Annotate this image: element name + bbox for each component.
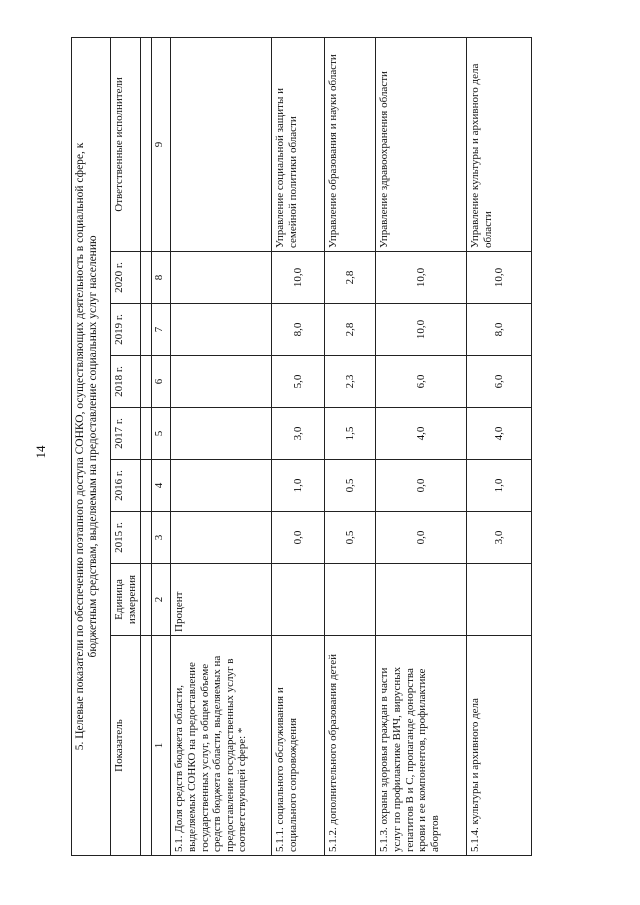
value-cell: 2,3 <box>325 356 376 408</box>
value-cell: 10,0 <box>467 252 532 304</box>
column-number: 9 <box>152 37 171 251</box>
value-cell <box>171 512 272 564</box>
header-row <box>111 37 141 855</box>
value-cell: 0,0 <box>376 512 467 564</box>
value-cell: 6,0 <box>376 356 467 408</box>
column-number: 1 <box>152 636 171 856</box>
executor-cell <box>171 37 272 251</box>
table-row <box>272 37 325 855</box>
section-title <box>72 37 111 855</box>
value-cell: 0,0 <box>272 512 325 564</box>
executor-cell: Управление образования и науки области <box>325 37 376 251</box>
executor-cell: Управление здравоохранения области <box>376 37 467 251</box>
value-cell: 5,0 <box>272 356 325 408</box>
value-cell: 1,0 <box>272 460 325 512</box>
header-year-2020: 2020 г. <box>111 252 141 304</box>
value-cell: 8,0 <box>467 304 532 356</box>
page-number: 14 <box>33 445 48 459</box>
unit-cell <box>376 564 467 636</box>
unit-cell <box>272 564 325 636</box>
column-number: 7 <box>152 304 171 356</box>
unit-cell <box>467 564 532 636</box>
spacer-row <box>141 37 152 855</box>
header-year-2017: 2017 г. <box>111 408 141 460</box>
column-number-row <box>152 37 171 855</box>
section-title-row <box>72 37 111 855</box>
table-row <box>376 37 467 855</box>
unit-cell: Процент <box>171 564 272 636</box>
header-unit: Единица измерения <box>111 564 141 636</box>
executor-cell: Управление социальной защиты и семейной политики области <box>272 37 325 251</box>
value-cell <box>171 408 272 460</box>
value-cell: 0,5 <box>325 460 376 512</box>
value-cell <box>171 252 272 304</box>
value-cell: 10,0 <box>376 252 467 304</box>
rotated-table-container <box>71 38 579 856</box>
column-number: 8 <box>152 252 171 304</box>
header-indicator: Показатель <box>111 636 141 856</box>
value-cell: 10,0 <box>376 304 467 356</box>
indicator-cell: 5.1. Доля средств бюджета области, выделяемых СОНКО на предоставление государственных услуг, в общем объеме средств бюджета области, выделяемых на предоставление государственных услуг в соответствующей сфере: * <box>171 636 272 856</box>
value-cell: 8,0 <box>272 304 325 356</box>
section-title-line1: 5. Целевые показатели по обеспечению поэтапного доступа СОНКО, осуществляющих деятельность в социальной сфере, к <box>74 142 86 751</box>
column-number: 5 <box>152 408 171 460</box>
indicator-cell: 5.1.3. охраны здоровья граждан в части услуг по профилактике ВИЧ, вирусных гепатитов В и С, пропаганде донорства крови и ее компонентов, профилактике абортов <box>376 636 467 856</box>
value-cell: 3,0 <box>272 408 325 460</box>
value-cell: 4,0 <box>467 408 532 460</box>
value-cell: 4,0 <box>376 408 467 460</box>
indicator-cell: 5.1.1. социального обслуживания и социального сопровождения <box>272 636 325 856</box>
value-cell: 6,0 <box>467 356 532 408</box>
value-cell: 0,5 <box>325 512 376 564</box>
targets-table <box>71 37 532 856</box>
section-title-line2: бюджетным средствам, выделяемым на предоставление социальных услуг населению <box>87 235 100 658</box>
executor-cell: Управление культуры и архивного дела области <box>467 37 532 251</box>
header-year-2015: 2015 г. <box>111 512 141 564</box>
value-cell: 2,8 <box>325 252 376 304</box>
table-row <box>325 37 376 855</box>
column-number: 3 <box>152 512 171 564</box>
value-cell: 1,5 <box>325 408 376 460</box>
value-cell: 0,0 <box>376 460 467 512</box>
table-row <box>171 37 272 855</box>
value-cell <box>171 304 272 356</box>
value-cell <box>171 356 272 408</box>
value-cell: 1,0 <box>467 460 532 512</box>
column-number: 2 <box>152 564 171 636</box>
indicator-cell: 5.1.4. культуры и архивного дела <box>467 636 532 856</box>
value-cell <box>171 460 272 512</box>
value-cell: 2,8 <box>325 304 376 356</box>
value-cell: 10,0 <box>272 252 325 304</box>
header-executors: Ответственные исполнители <box>111 37 141 251</box>
column-number: 6 <box>152 356 171 408</box>
header-year-2016: 2016 г. <box>111 460 141 512</box>
unit-cell <box>325 564 376 636</box>
value-cell: 3,0 <box>467 512 532 564</box>
indicator-cell: 5.1.2. дополнительного образования детей <box>325 636 376 856</box>
header-year-2018: 2018 г. <box>111 356 141 408</box>
column-number: 4 <box>152 460 171 512</box>
header-year-2019: 2019 г. <box>111 304 141 356</box>
table-row <box>467 37 532 855</box>
